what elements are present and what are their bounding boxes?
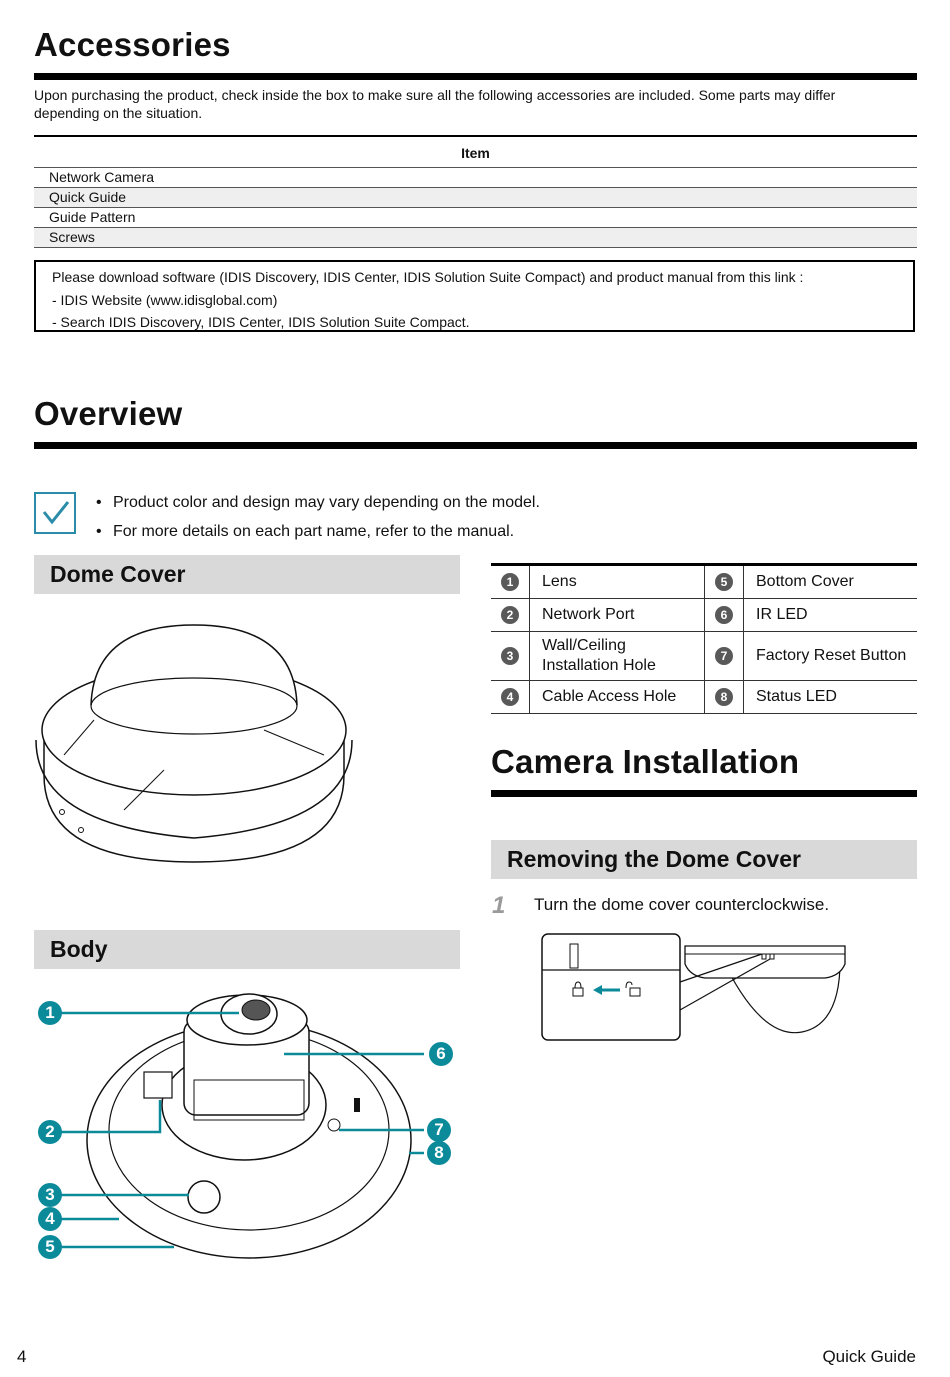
part-label: IR LED [744,599,918,632]
parts-table [491,563,917,714]
dome-cover-heading: Dome Cover [34,555,460,594]
callout-1: 1 [38,1001,62,1025]
title-rule [34,73,917,80]
part-number-badge: 6 [715,606,733,624]
camera-body-illustration [34,980,424,1275]
callout-5: 5 [38,1235,62,1259]
download-notice [34,260,915,332]
dome-cover-illustration [34,600,354,868]
part-number-badge: 2 [501,606,519,624]
callout-8: 8 [427,1141,451,1165]
part-number-badge: 1 [501,573,519,591]
accessories-intro: Upon purchasing the product, check inside the box to make sure all the following accessories are included. Some parts may differ depending on the situation. [34,87,836,121]
body-heading: Body [34,930,460,969]
document-name: Quick Guide [822,1347,916,1366]
accessories-table [34,135,917,248]
title-rule [491,790,917,797]
callout-3: 3 [38,1183,62,1207]
table-row: Screws [34,228,917,248]
part-label: Factory Reset Button [744,632,918,681]
callout-7: 7 [427,1118,451,1142]
overview-title: Overview [34,395,183,432]
part-number-badge: 4 [501,688,519,706]
part-number-badge: 3 [501,647,519,665]
part-number-badge: 5 [715,573,733,591]
part-label: Network Port [530,599,705,632]
installation-title: Camera Installation [491,743,800,780]
page-number: 4 [17,1347,27,1366]
part-label: Wall/Ceiling Installation Hole [530,632,705,681]
table-row: Quick Guide [34,188,917,208]
title-rule [34,442,917,449]
table-header: Item [34,137,917,168]
table-row: Network Camera [34,168,917,188]
removing-dome-cover-heading: Removing the Dome Cover [491,840,917,879]
table-row: Guide Pattern [34,208,917,228]
notice-line: - IDIS Website (www.idisglobal.com) [52,291,278,308]
part-label: Status LED [744,681,918,714]
note-item: • For more details on each part name, refer to the manual. [96,518,540,547]
part-label: Cable Access Hole [530,681,705,714]
callout-2: 2 [38,1120,62,1144]
part-number-badge: 7 [715,647,733,665]
step-number: 1 [492,892,506,919]
notice-line: Please download software (IDIS Discovery, IDIS Center, IDIS Solution Suite Compact) and product manual from this link : [52,269,804,285]
table-row [491,681,917,714]
dome-rotation-illustration [540,932,850,1044]
part-label: Bottom Cover [744,565,918,599]
note-item: • Product color and design may vary depending on the model. [96,489,540,518]
table-row [491,599,917,632]
overview-notes [96,489,540,546]
table-row [491,565,917,599]
callout-6: 6 [429,1042,453,1066]
accessories-title: Accessories [34,26,231,63]
part-label: Lens [530,565,705,599]
callout-4: 4 [38,1207,62,1231]
part-number-badge: 8 [715,688,733,706]
notice-line: - Search IDIS Discovery, IDIS Center, IDIS Solution Suite Compact. [52,314,470,330]
step-text: Turn the dome cover counterclockwise. [534,895,830,914]
table-row [491,632,917,681]
checkmark-note-icon [34,492,76,534]
